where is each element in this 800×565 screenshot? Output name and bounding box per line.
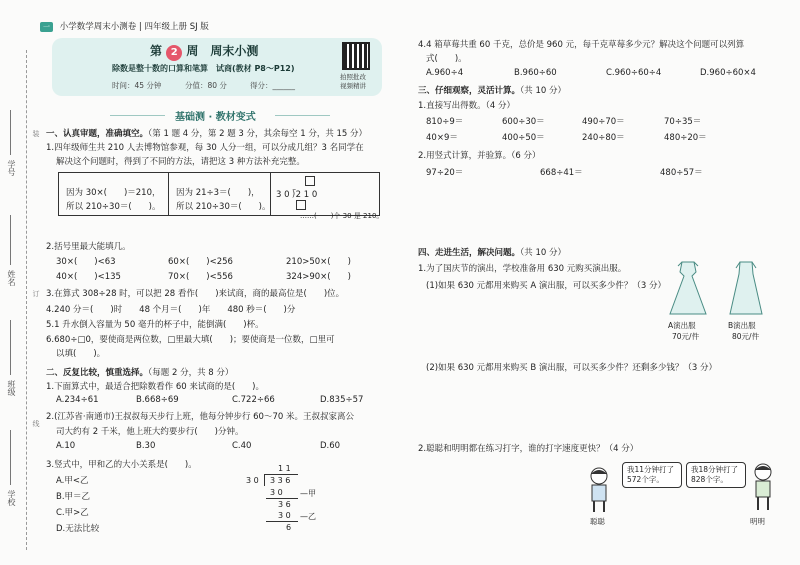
q2-row1-c: 210>50×( ) xyxy=(286,257,351,267)
choice2-opt-a: A.10 xyxy=(56,441,76,451)
method2-line2: 所以 210÷30＝( )。 xyxy=(176,202,271,212)
calc2-item-a: 97÷20＝ xyxy=(426,168,464,178)
choice2-opt-c: C.40 xyxy=(232,441,252,451)
choice4-opt-c: C.960÷60÷4 xyxy=(606,68,662,78)
method1-line1: 因为 30×( )＝210， xyxy=(66,188,161,198)
dress-a-icon xyxy=(668,258,708,318)
class-blank xyxy=(10,320,11,375)
method1-line2: 所以 210÷30＝( )。 xyxy=(66,202,161,212)
method3-note: ……( )个 30 是 210。 xyxy=(300,212,384,220)
choice4-opt-a: A.960÷4 xyxy=(426,68,464,78)
choice2-text-line1: 2.(江苏省·南通市)王叔叔每天步行上班，他每分钟步行 60～70 米。王叔叔家离公 xyxy=(46,412,354,422)
choice3-opt-c: C.甲>乙 xyxy=(56,508,89,518)
class-label: 班级 xyxy=(7,380,16,396)
series-edition: 四年级上册 SJ 版 xyxy=(144,22,209,32)
vdiv-step2: 3 6 xyxy=(278,500,291,509)
vdiv-rule-2 xyxy=(266,521,298,522)
choice3-opt-d: D.无法比较 xyxy=(56,524,100,534)
choice3-opt-a: A.甲<乙 xyxy=(56,476,89,486)
vdiv-dividend: 3 3 6 xyxy=(270,476,291,485)
choice4-text-line2: 式( )。 xyxy=(426,54,467,64)
vdiv-divisor: 3 0 xyxy=(246,476,259,485)
q2-row1-a: 30×( )<63 xyxy=(56,257,116,267)
section-banner: 基础测 · 教材变式 xyxy=(175,112,256,123)
calc1-r2-d: 480÷20＝ xyxy=(664,133,707,143)
vdiv-rule-1 xyxy=(266,498,298,499)
student-no-label: 学号 xyxy=(7,160,16,176)
q2-row2-c: 324>90×( ) xyxy=(286,272,351,282)
calc1-text: 1.直接写出得数。（4 分） xyxy=(418,101,515,111)
vdiv-mark-jia: —甲 xyxy=(300,489,316,498)
dress-b-label: B演出服 xyxy=(728,321,756,330)
vdiv-step1: 3 0 xyxy=(270,488,283,497)
problem1-part-a: (1)如果 630 元都用来购买 A 演出服，可以买多少件？（3 分） xyxy=(426,281,666,291)
part2-heading: 二、反复比较，慎重选择。（每题 2 分，共 8 分） xyxy=(46,368,234,378)
score-info: 分值：80 分 xyxy=(185,81,227,90)
problem1-text: 1.为了国庆节的演出，学校准备用 630 元购买演出服。 xyxy=(418,264,627,274)
calc2-item-b: 668÷41＝ xyxy=(540,168,583,178)
problem2-text: 2.聪聪和明明都在练习打字，谁的打字速度更快？（4 分） xyxy=(418,444,639,454)
school-blank xyxy=(10,430,11,485)
vdiv-remainder: 6 xyxy=(286,523,292,532)
q1-text-line2: 解决这个问题时，得到了不同的方法，请把这 3 种方法补充完整。 xyxy=(56,157,305,167)
calc1-r1-d: 70÷35＝ xyxy=(664,117,702,127)
binding-margin xyxy=(0,0,38,565)
week-number-badge: 2 xyxy=(166,45,182,61)
q2-row1-b: 60×( )<256 xyxy=(168,257,233,267)
student-no-blank xyxy=(10,110,11,155)
qr-code-icon xyxy=(342,42,370,70)
choice3-text: 3.竖式中，甲和乙的大小关系是( )。 xyxy=(46,460,197,470)
time-info: 时间：45 分钟 xyxy=(112,81,162,90)
calc2-item-c: 480÷57＝ xyxy=(660,168,703,178)
page-title: 第 2 周 周末小测 xyxy=(150,42,258,61)
choice2-text-line2: 司大约有 2 千米，他上班大约要步行( )分钟。 xyxy=(56,427,244,437)
choice1-opt-d: D.835÷57 xyxy=(320,395,364,405)
dress-b-icon xyxy=(726,258,766,318)
page-subtitle: 除数是整十数的口算和笔算 试商(教材 P8～P12) xyxy=(112,64,295,73)
part3-heading: 三、仔细观察，灵活计算。（共 10 分） xyxy=(418,86,566,96)
student-name-blank xyxy=(10,215,11,265)
choice3-opt-b: B.甲＝乙 xyxy=(56,492,91,502)
fold-mark-3: 线 xyxy=(32,420,40,427)
vdiv-step3: 3 0 xyxy=(278,511,291,520)
calc1-r2-a: 40×9＝ xyxy=(426,133,458,143)
choice4-opt-d: D.960÷60×4 xyxy=(700,68,756,78)
calc1-r2-b: 400÷50＝ xyxy=(502,133,545,143)
problem1-part-b: (2)如果 630 元都用来购买 B 演出服，可以买多少件？还剩多少钱？（3 分） xyxy=(426,363,718,373)
speech-bubble-congcong: 我11分钟打了572个字。 xyxy=(622,462,682,488)
choice2-opt-b: B.30 xyxy=(136,441,156,451)
banner-line-left xyxy=(110,115,165,116)
calc1-r1-c: 490÷70＝ xyxy=(582,117,625,127)
qr-caption-1: 拍照批改 xyxy=(340,73,366,81)
series-name: 小学数学周末小测卷 xyxy=(59,22,137,32)
choice4-opt-b: B.960÷60 xyxy=(514,68,557,78)
q3-text: 3.在算式 308÷28 时，可以把 28 看作( )来试商，商的最高位是( )位。 xyxy=(46,289,345,299)
vdiv-quotient: 1 1 xyxy=(278,464,291,473)
choice1-opt-a: A.234÷61 xyxy=(56,395,99,405)
name-mingming: 明明 xyxy=(750,517,765,526)
calc1-r1-a: 810÷9＝ xyxy=(426,117,464,127)
q1-text-line1: 1.四年级师生共 210 人去博物馆参观，每 30 人分一组，可以分成几组？3 名同学在 xyxy=(46,143,364,153)
series-strip: 一 小学数学周末小测卷 | 四年级上册 SJ 版 xyxy=(40,20,209,30)
qr-caption-2: 视频精讲 xyxy=(340,82,366,90)
method3-work-box xyxy=(296,200,306,211)
q2-row2-a: 40×( )<135 xyxy=(56,272,121,282)
choice1-text: 1.下面算式中，最适合把除数看作 60 来试商的是( )。 xyxy=(46,382,264,392)
speech-bubble-mingming: 我18分钟打了828个字。 xyxy=(686,462,746,488)
method-divider-1 xyxy=(168,172,169,216)
q5-text: 5.1 升水倒入容量为 50 毫升的杯子中，能倒满( )杯。 xyxy=(46,320,264,330)
banner-line-right xyxy=(275,115,330,116)
q6-text-line1: 6.680÷□0，要使商是两位数，□里最大填( )；要使商是一位数，□里可 xyxy=(46,335,335,345)
choice1-opt-b: B.668÷69 xyxy=(136,395,179,405)
dress-a-price: 70元/件 xyxy=(672,332,700,341)
method3-division: 3 0 ⟌2 1 0 xyxy=(276,190,318,200)
method3-quotient-box xyxy=(305,176,315,187)
calc2-text: 2.用竖式计算，并验算。（6 分） xyxy=(418,151,541,161)
q6-text-line2: 以填( )。 xyxy=(56,349,106,359)
name-congcong: 聪聪 xyxy=(590,517,605,526)
choice4-text-line1: 4.4 箱草莓共重 60 千克，总价是 960 元，每千克草莓多少元？解决这个问题可以列算 xyxy=(418,40,745,50)
fold-mark-2: 订 xyxy=(32,290,40,297)
calc1-r1-b: 600÷30＝ xyxy=(502,117,545,127)
method2-line1: 因为 21÷3＝( )， xyxy=(176,188,260,198)
fold-mark-1: 装 xyxy=(32,130,40,137)
cut-line xyxy=(26,50,27,550)
dress-b-price: 80元/件 xyxy=(732,332,760,341)
choice2-opt-d: D.60 xyxy=(320,441,341,451)
school-label: 学校 xyxy=(7,490,16,506)
vdiv-mark-yi: —乙 xyxy=(300,512,316,521)
dress-a-label: A演出服 xyxy=(668,321,696,330)
q4-text: 4.240 分＝( )时 48 个月＝( )年 480 秒＝( )分 xyxy=(46,305,296,315)
q2-text: 2.括号里最大能填几。 xyxy=(46,242,131,252)
boy-congcong-icon xyxy=(584,466,614,514)
student-name-label: 姓名 xyxy=(7,270,16,286)
series-tag: 一 xyxy=(40,22,53,32)
boy-mingming-icon xyxy=(748,462,778,512)
q2-row2-b: 70×( )<556 xyxy=(168,272,233,282)
got-score-field: 得分：______ xyxy=(250,81,295,90)
choice1-opt-c: C.722÷66 xyxy=(232,395,275,405)
part4-heading: 四、走进生活，解决问题。（共 10 分） xyxy=(418,248,566,258)
calc1-r2-c: 240÷80＝ xyxy=(582,133,625,143)
part1-heading: 一、认真审题，准确填空。（第 1 题 4 分，第 2 题 3 分，其余每空 1 分，共 15 分） xyxy=(46,129,368,139)
